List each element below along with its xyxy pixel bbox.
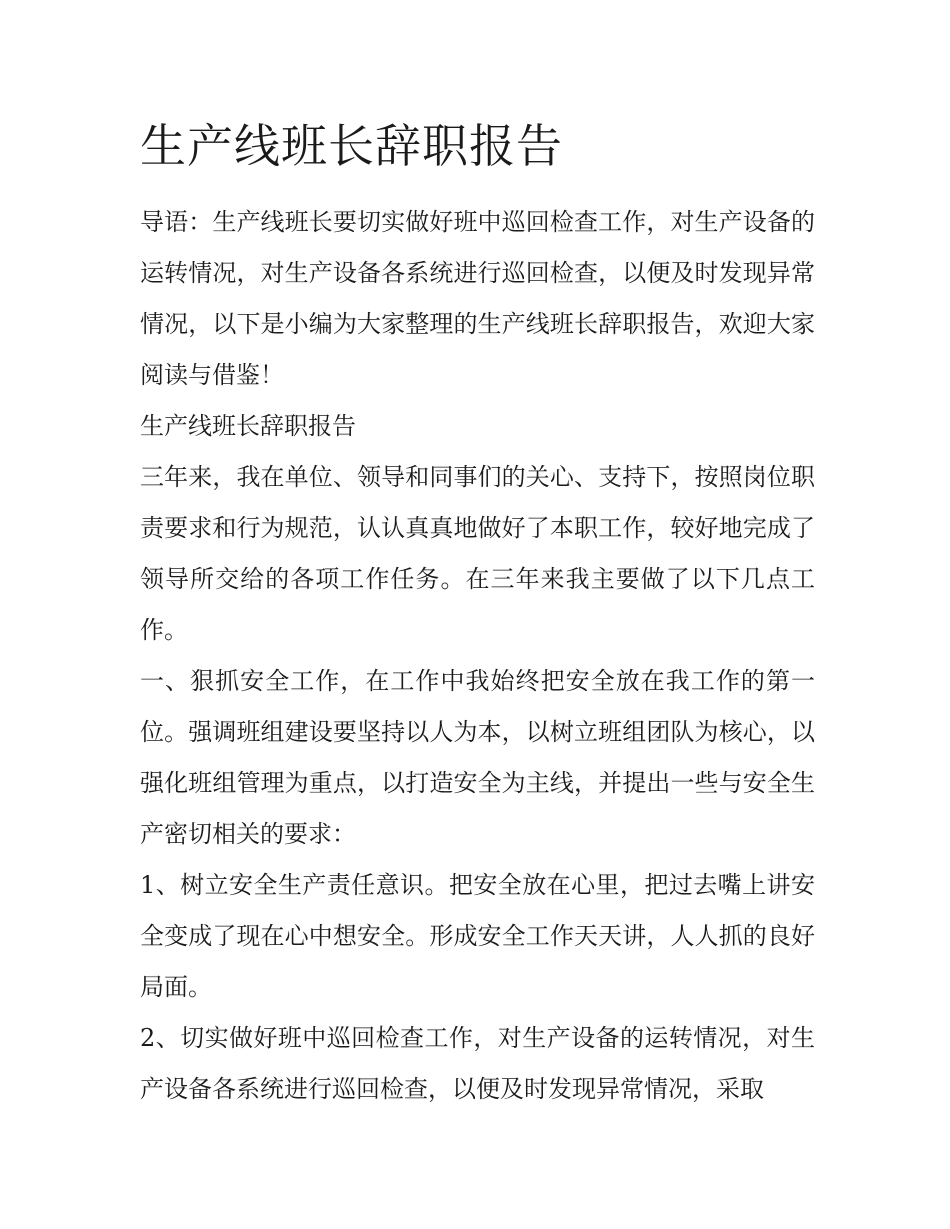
document-body <box>140 197 815 1115</box>
body-paragraph: 三年来，我在单位、领导和同事们的关心、支持下，按照岗位职责要求和行为规范，认认真真地做好了本职工作，较好地完成了领导所交给的各项工作任务。在三年来我主要做了以下几点工作。 <box>140 463 815 644</box>
document-title: 生产线班长辞职报告 <box>140 119 563 173</box>
body-paragraph: 一、狠抓安全工作，在工作中我始终把安全放在我工作的第一位。强调班组建设要坚持以人为本，以树立班组团队为核心，以强化班组管理为重点，以打造安全为主线，并提出一些与安全生产密切相关的要求： <box>140 667 815 848</box>
list-item-2: 2、切实做好班中巡回检查工作，对生产设备的运转情况，对生产设备各系统进行巡回检查，以便及时发现异常情况，采取 <box>140 1024 815 1103</box>
intro-paragraph: 导语：生产线班长要切实做好班中巡回检查工作，对生产设备的运转情况，对生产设备各系统进行巡回检查，以便及时发现异常情况，以下是小编为大家整理的生产线班长辞职报告，欢迎大家阅读与借鉴！ <box>140 208 815 389</box>
section-heading: 生产线班长辞职报告 <box>140 412 356 440</box>
list-item-1: 1、树立安全生产责任意识。把安全放在心里，把过去嘴上讲安全变成了现在心中想安全。形成安全工作天天讲，人人抓的良好局面。 <box>140 871 815 1001</box>
